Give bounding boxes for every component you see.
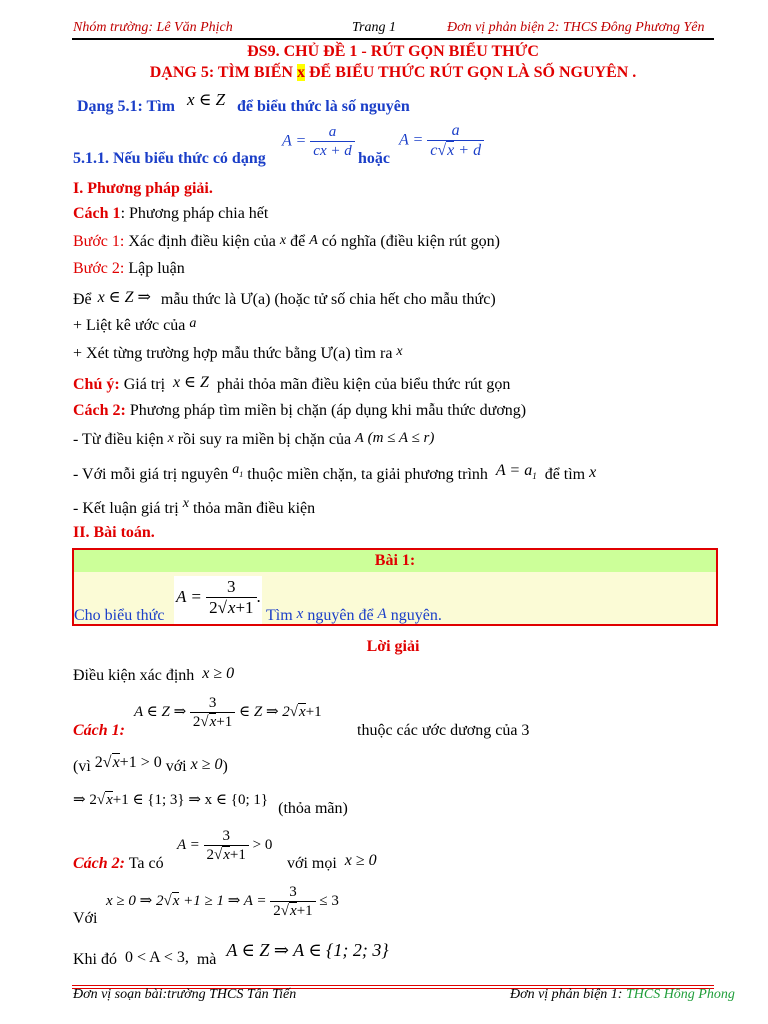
voi-x: x [589, 464, 597, 481]
problem-formula [176, 578, 261, 618]
header-rule [72, 38, 714, 40]
c1-text: thuộc các ước dương của 3 [357, 722, 530, 739]
title-line2 [0, 64, 768, 82]
de-line [73, 289, 496, 309]
s511-frac2 [427, 122, 484, 160]
impl-line [73, 790, 348, 817]
voi-b: thuộc miền chặn, ta giải phương trình [247, 466, 488, 483]
vi-line [73, 754, 228, 776]
dang51-post: để biểu thức là số nguyên [237, 98, 410, 115]
title-highlight-var: x [296, 64, 305, 81]
voi-formula: x ≥ 0 ⇒ 2√x +1 ≥ 1 ⇒ A = $\frac{3}{2√x+1}$ ≤ 3 [106, 884, 339, 919]
s511-den2-x: x [447, 141, 455, 159]
dang51-pre: Dạng 5.1: Tìm [77, 98, 175, 115]
c2-A: A = [177, 837, 200, 854]
problem-nguyen: nguyên. [390, 607, 442, 624]
cach1-text: : Phương pháp chia hết [120, 205, 269, 222]
header-page: Trang 1 [352, 20, 396, 35]
c2-voimoi: với mọi [287, 855, 337, 872]
chuy-label: Chú ý: [73, 376, 120, 393]
xet-line [73, 345, 403, 363]
buoc1-x: x [279, 233, 287, 248]
s511-A2: A = [399, 131, 424, 149]
problem-nguyen-de: nguyên để [307, 607, 374, 624]
header-right: Đơn vị phản biện 2: THCS Đông Phương Yên [447, 20, 705, 35]
kl-line [73, 496, 316, 518]
c1-post-end: +1 [305, 704, 322, 721]
problem-tim-x: x [296, 606, 304, 622]
s511-den2: c√x + d [427, 140, 484, 160]
dang51-line [77, 90, 410, 116]
kl-a: - Kết luận giá trị [73, 500, 179, 517]
problem-box [72, 548, 718, 626]
cach2-text: Phương pháp tìm miền bị chặn (áp dụng khi mẫu thức dương) [129, 402, 527, 419]
khi-label: Khi đó [73, 951, 117, 968]
title-line2-pre: DẠNG 5: TÌM BIẾN [149, 64, 297, 81]
s511-den2-c: c [430, 141, 438, 159]
voi-den: 2√x+1 [270, 901, 315, 920]
c2-formula [177, 828, 272, 864]
khi-m1: 0 < A < 3, [125, 949, 189, 966]
buoc1-a: Xác định điều kiện của [128, 233, 276, 250]
c1-formula: A ∈ Z ⇒ $\frac{3}{2√x+1}$ ∈ Z ⇒ 2√x+1 [134, 695, 322, 730]
vi-m1: 2√x+1 > 0 [94, 754, 162, 771]
title-line2-post: ĐỂ BIỂU THỨC RÚT GỌN LÀ SỐ NGUYÊN . [304, 64, 637, 81]
voi-x2: x [172, 893, 180, 910]
khi-ma: mà [196, 951, 217, 968]
tu-b: rồi suy ra miền bị chặn của [177, 431, 352, 448]
problem-tail [266, 607, 442, 625]
dkxd-text: Điều kiện xác định [73, 667, 195, 684]
buoc1-label: Bước 1: [73, 233, 125, 250]
s511-A1: A = [282, 132, 307, 150]
vi-close: ) [222, 758, 228, 775]
vi-pre: (vì [73, 758, 91, 775]
vi-voi: với [165, 758, 187, 775]
voi-mid: +1 ≥ 1 ⇒ A = [183, 893, 267, 910]
buoc1-b: để [290, 233, 306, 250]
voi-frac [270, 884, 315, 920]
c2-cond: x ≥ 0 [344, 852, 377, 869]
problem-den: 2√x+1 [206, 597, 256, 618]
cach2-line [73, 402, 526, 420]
dkxd-math: x ≥ 0 [202, 665, 235, 682]
dkxd-line [73, 667, 234, 685]
title-line1: ĐS9. CHỦ ĐỀ 1 - RÚT GỌN BIỂU THỨC [247, 43, 539, 60]
chuy-line [73, 374, 510, 394]
chuy-a: Giá trị [123, 376, 166, 393]
c1-label: Cách 1: [73, 722, 125, 739]
de-post: mẫu thức là Ư(a) (hoặc tử số chia hết cho mẫu thức) [160, 291, 496, 308]
buoc2-line [73, 260, 185, 278]
problem-heading: II. Bài toán. [73, 524, 155, 541]
s511-or: hoặc [358, 150, 390, 167]
vi-m2: x ≥ 0 [190, 756, 223, 773]
c2-line [73, 855, 164, 873]
xet-x: x [396, 344, 403, 359]
buoc1-line [73, 233, 500, 251]
problem-cho: Cho biểu thức [74, 607, 165, 624]
voi-a1: $a_1$ [232, 462, 244, 479]
buoc2-text: Lập luận [128, 260, 185, 277]
c2-gt: > 0 [252, 837, 273, 854]
xet-text: + Xét từng trường hợp mẫu thức bằng Ư(a) tìm ra [73, 345, 393, 362]
lietke-line [73, 317, 196, 335]
s511-den2-d: + d [458, 141, 482, 159]
impl-math: ⇒ 2√x+1 ∈ {1; 3} ⇒ x ∈ {0; 1} [73, 792, 269, 808]
problem-box-title: Bài 1: [74, 550, 716, 572]
header-left: Nhóm trường: Lê Văn Phịch [73, 20, 233, 35]
s511-frac1 [310, 124, 354, 160]
c1-post: ∈ Z ⇒ 2 [239, 704, 290, 721]
s511-den1: cx + d [310, 141, 354, 160]
impl-text: (thỏa mãn) [278, 800, 348, 817]
khi-m2: A ∈ Z ⇒ A ∈ {1; 2; 3} [226, 940, 389, 960]
c2-den: 2√x+1 [204, 845, 249, 864]
problem-nguyen-A: A [377, 606, 387, 622]
kl-b: thỏa mãn điều kiện [192, 500, 316, 517]
c1-den: 2√x+1 [190, 712, 235, 731]
voi-a: - Với mỗi giá trị nguyên [73, 466, 229, 483]
footer-right-name: THCS Hồng Phong [622, 987, 735, 1002]
voi-end: ≤ 3 [319, 893, 339, 910]
c2-label: Cách 2: [73, 855, 125, 872]
chuy-b: phải thỏa mãn điều kiện của biểu thức rút gọn [216, 376, 511, 393]
voi-line [73, 462, 597, 485]
voi-num: 3 [289, 884, 297, 900]
footer-rule-1 [72, 985, 714, 986]
c2-num: 3 [222, 828, 230, 844]
c2-voimoi-line [287, 852, 377, 873]
problem-dot: . [256, 586, 261, 606]
footer-right-pre: Đơn vị phản biện 1: [510, 987, 623, 1002]
lietke-text: + Liệt kê ước của [73, 317, 186, 334]
dang51-math: x ∈ Z [186, 90, 226, 109]
voi-c: để tìm [544, 466, 586, 483]
s511-pre: 5.1.1. Nếu biểu thức có dạng [73, 150, 266, 167]
tu-line [73, 431, 434, 449]
problem-frac [206, 578, 256, 618]
buoc2-label: Bước 2: [73, 260, 125, 277]
tu-x: x [167, 431, 174, 446]
c2-frac [204, 828, 249, 864]
chuy-math: x ∈ Z [173, 374, 209, 391]
voi-pre: x ≥ 0 ⇒ 2 [106, 893, 164, 910]
solution-heading: Lời giải [366, 638, 420, 655]
footer-right [510, 987, 735, 1003]
s511-formula1 [282, 124, 355, 160]
footer-left: Đơn vị soạn bài:trường THCS Tân Tiến [73, 987, 297, 1002]
problem-num: 3 [227, 577, 236, 596]
voi-eq: $A = a_1$ [495, 462, 537, 482]
buoc1-c: có nghĩa (điều kiện rút gọn) [321, 233, 500, 250]
de-pre: Để [73, 291, 92, 308]
s511-num2: a [451, 122, 460, 139]
lietke-a: a [189, 316, 197, 331]
buoc1-A: A [309, 233, 318, 248]
c1-num: 3 [208, 695, 217, 711]
de-math: x ∈ Z ⇒ [97, 289, 151, 306]
problem-A: A = [176, 586, 202, 606]
c1-frac [190, 695, 235, 731]
cach1-line [73, 205, 268, 223]
cach1-label: Cách 1 [73, 205, 121, 222]
method-heading: I. Phương pháp giải. [73, 180, 213, 197]
kl-x: x [182, 496, 189, 511]
khi-line [73, 940, 389, 969]
tu-A: A [355, 431, 364, 446]
problem-tim: Tìm [266, 607, 293, 624]
c1-pre: A ∈ Z ⇒ [134, 704, 187, 721]
c2-taco: Ta có [128, 855, 164, 872]
s511-formula2 [399, 122, 484, 160]
cach2-label: Cách 2: [73, 402, 126, 419]
c1-post-x: x [299, 704, 306, 721]
s511-num1: a [328, 124, 337, 140]
voi-label: Với [73, 910, 98, 927]
tu-a: - Từ điều kiện [73, 431, 164, 448]
tu-range: (m ≤ A ≤ r) [367, 430, 435, 446]
